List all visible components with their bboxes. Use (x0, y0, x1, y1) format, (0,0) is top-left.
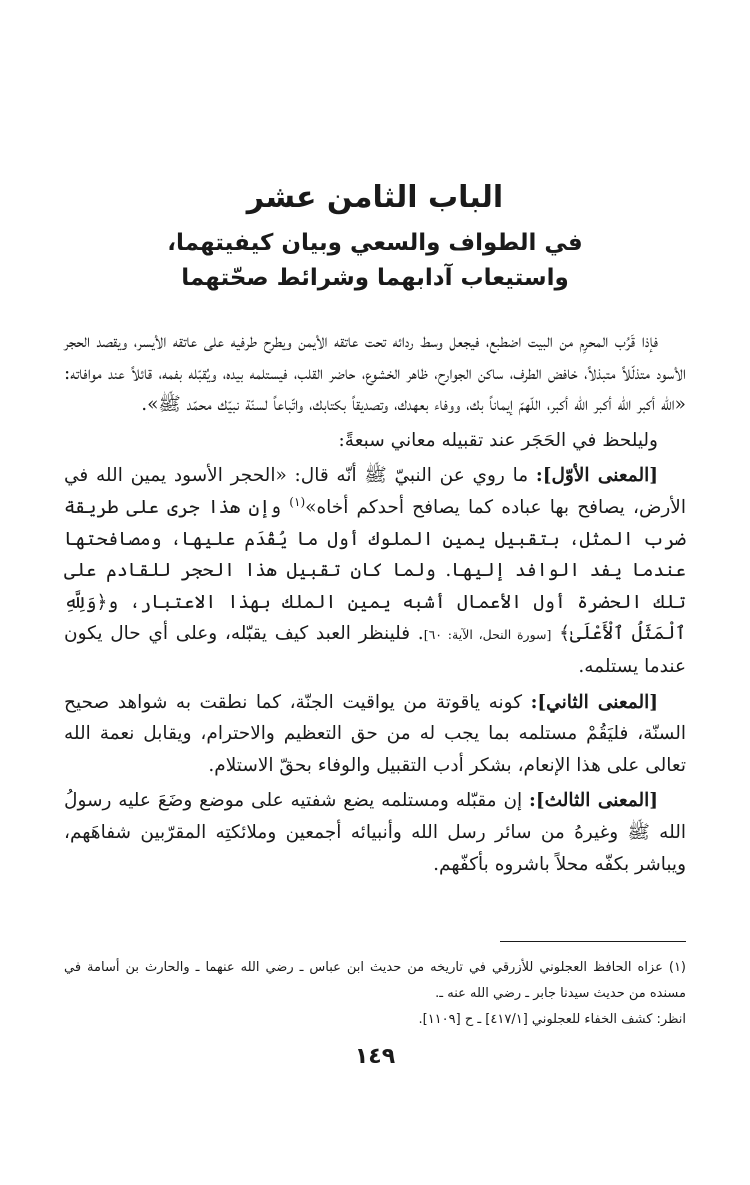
footnote-1: (١) عزاه الحافظ العجلوني للأزرقي في تاريخه من حديث ابن عباس ـ رضي الله عنهما ـ والحارث بن أسامة في مسنده من حديث سيدنا جابر ـ رضي الله عنه ـ. (64, 960, 686, 1001)
subtitle-line-2: واستيعاب آدابهما وشرائط صحّتهما (181, 265, 569, 291)
footnote-divider (500, 941, 686, 942)
quran-citation: [سورة النحل، الآية: ٦٠] (423, 627, 552, 643)
paragraph-meaning-1 (64, 460, 686, 682)
paragraph-text: وليلحظ في الحَجَر عند تقبيله معاني سبعةً: (338, 429, 658, 451)
paragraph-intro (64, 326, 686, 421)
footnotes (64, 955, 686, 1033)
chapter-subtitle (64, 226, 686, 296)
paragraph-text-continued: وإن هذا جرى على طريقة ضرب المثل، بتقبيل يمين الملوك أول ما يُقْدَم عليها، ومصافحتها عندما يفد الوافد إليها. ولما كان تقبيل هذا الحجر للقادم على تلك الحضرة أول الأعمال أشبه يمين الملك بهذا الاعتبار، و﴿وَلِلَّهِ ٱلْمَثَلُ ٱلْأَعْلَىٰ﴾ (64, 496, 687, 645)
meaning-heading: [المعنى الثالث]: (529, 790, 658, 812)
paragraph-meaning-3 (64, 785, 686, 880)
paragraph-meaning-2 (64, 687, 686, 782)
paragraph-text: كونه ياقوتة من يواقيت الجنّة، كما نطقت به شواهد صحيح السنّة، فليَقُمْ مستلمه بما يجب له من حق التعظيم والاحترام، ويقابل نعمة الله تعالى على هذا الإنعام، بشكر أدب التقبيل والوفاء بحقّ الاستلام. (64, 691, 686, 776)
footnote-source: انظر: كشف الخفاء للعجلوني [٤١٧/١] ـ ح [١١٠٩]. (418, 1012, 686, 1027)
paragraph-text: إن مقبّله ومستلمه يضع شفتيه على موضع وضَعَ عليه رسولُ الله ﷺ وغيرهُ من سائر رسل الله وأنبيائه أجمعين وملائكتِه المقرّبين شفاهَهم، ويباشر بكفّه محلاً باشروه بأكفّهم. (64, 790, 686, 875)
chapter-title: الباب الثامن عشر (246, 180, 504, 215)
body-text (64, 326, 686, 884)
meaning-heading: [المعنى الأوّل]: (535, 465, 659, 487)
paragraph-seven-meanings (64, 425, 686, 457)
paragraph-text: فإذا قَرُب المحرِم من البيت اضطبع، فيجعل وسط ردائه تحت عاتقه الأيمن ويطرح طرفيه على عاتقه الأيسر، ويقصد الحجر الأسود متذلّلاً متبذلاً، خافض الطرف، ساكن الجوارح، ظاهر الخشوع، حاضر القلب، فيستلمه بيده، ويُقبّله بفمه، قائلاً عند موافاته: «الله أكبر الله أكبر الله أكبر، اللّهمّ إيماناً بك، ووفاء بعهدك، وتصديقاً بكتابك، واتّباعاً لسنّة نبيّك محمّد ﷺ». (64, 331, 686, 416)
page-number: ١٤٩ (354, 1044, 396, 1069)
book-page (64, 0, 686, 1185)
paragraph-text: ما روي عن النبيّ ﷺ أنّه قال: «الحجر الأسود يمين الله في الأرض، يصافح بها عباده كما يصافح أحدكم أخاه» (64, 465, 686, 518)
footnote-reference: (١) (289, 494, 306, 509)
paragraph-text-end: . فلينظر العبد كيف يقبّله، وعلى أي حال يكون عندما يستلمه. (64, 623, 686, 677)
subtitle-line-1: في الطواف والسعي وبيان كيفيتهما، (167, 230, 583, 256)
meaning-heading: [المعنى الثاني]: (530, 691, 658, 713)
